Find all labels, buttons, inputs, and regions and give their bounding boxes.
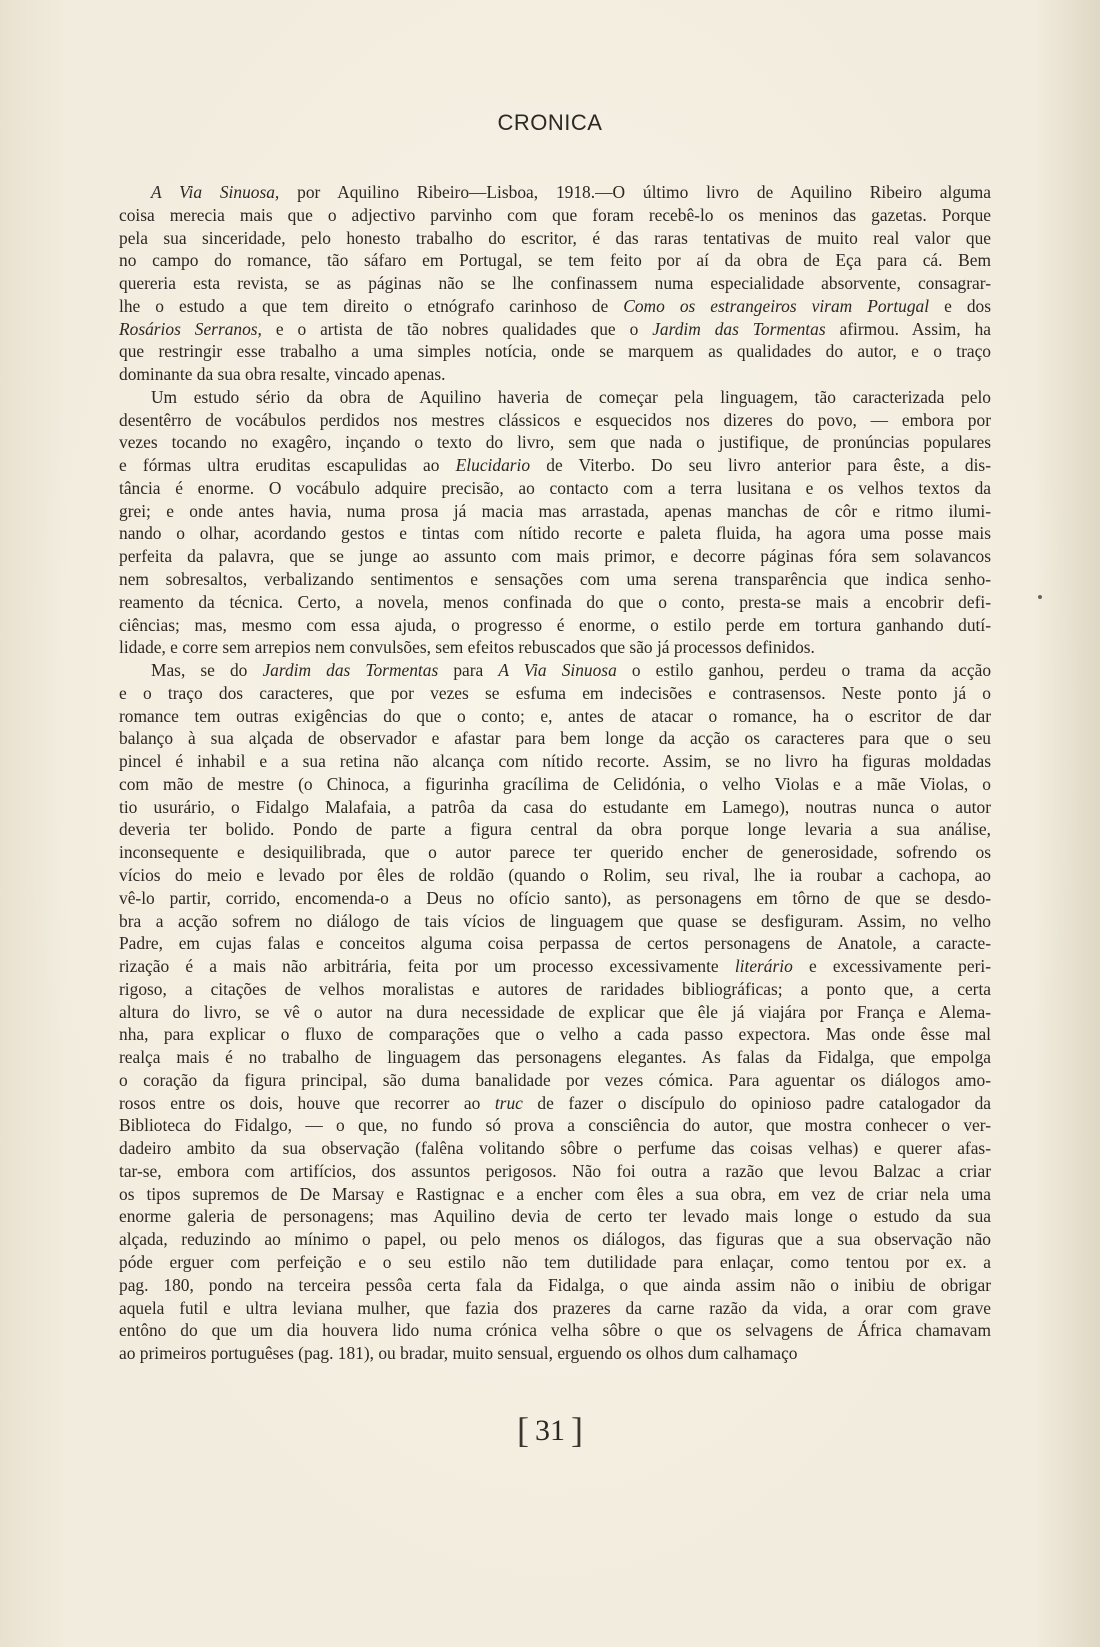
text-run: perfeita da palavra, que se junge ao assunto com mais primor, e decorre páginas fóra sem solavancos — [119, 546, 991, 567]
paper-speck — [1038, 595, 1042, 599]
italic-title: A Via Sinuosa — [498, 660, 617, 681]
text-run: vícios do meio e levado por êles de roldão (quando o Rolim, seu rival, lhe ia roubar a cachopa, ao — [119, 864, 991, 885]
text-line — [119, 636, 991, 659]
paragraph — [119, 386, 991, 659]
text-run: de Viterbo. Do seu livro anterior para êste, a dis- — [530, 455, 991, 476]
text-run: os tipos supremos de De Marsay e Rastignac e a encher com êles a sua obra, em vez de criar nela uma — [119, 1183, 991, 1204]
text-run: para — [438, 660, 499, 681]
text-run: ciências; mas, mesmo com essa ajuda, o progresso é enorme, o estilo perde em tortura ganhando dutí- — [119, 614, 991, 635]
text-run: o coração da figura principal, são duma banalidade por vezes cómica. Para aguentar os diálogos amo- — [119, 1069, 991, 1090]
text-run: grei; e onde antes havia, numa prosa já macia mas arrastada, apenas manchas de côr e ritmo ilumi- — [119, 500, 991, 521]
text-line — [119, 1069, 991, 1092]
text-line — [119, 1160, 991, 1183]
text-run: o estilo ganhou, perdeu o trama da acção — [616, 660, 992, 681]
text-run: pincel é inhabil e a sua retina não alcança com nítido recorte. Assim, se no livro ha figuras moldadas — [119, 751, 991, 772]
italic-title: literário — [734, 956, 793, 977]
text-run: enorme galeria de personagens; mas Aquilino devia de certo ter levado mais longe o estudo da sua — [119, 1206, 991, 1227]
text-run: e o artista de tão nobres qualidades que o — [261, 318, 653, 339]
text-run: no campo do romance, tão sáfaro em Portugal, se tem feito por aí da obra de Eça para cá. Bem — [119, 250, 991, 271]
text-run: e excessivamente peri- — [792, 956, 992, 977]
text-line — [119, 204, 991, 227]
text-run: e dos — [929, 295, 992, 316]
text-line — [119, 1183, 991, 1206]
text-line — [119, 614, 991, 637]
text-run: vezes tocando no exagêro, inçando o texto do livro, sem que nada o justifique, de pronúncias populares — [119, 432, 991, 453]
page-number-footer — [0, 1409, 1100, 1451]
text-run: desentêrro de vocábulos perdidos nos mestres clássicos e esquecidos nos dizeres do povo, — embora por — [119, 409, 991, 430]
text-run: Biblioteca do Fidalgo, — o que, no fundo só prova a consciência do autor, que mostra conhecer o ver- — [119, 1115, 991, 1136]
text-run: bra a acção sofrem no diálogo de tais vícios de linguagem que quase se desfiguram. Assim, no velho — [119, 910, 991, 931]
text-run: tio usurário, o Fidalgo Malafaia, a patrôa da casa do estudante em Lamego), noutras nunca o autor — [119, 796, 991, 817]
text-line — [119, 568, 991, 591]
text-line — [119, 545, 991, 568]
text-line — [119, 910, 991, 933]
text-line — [119, 454, 991, 477]
text-run: lhe o estudo a que tem direito o etnógrafo carinhoso de — [119, 295, 624, 316]
text-line — [119, 295, 991, 318]
text-line — [119, 340, 991, 363]
text-run: lidade, e corre sem arrepios nem convulsões, sem efeitos rebuscados que são já processos definidos. — [119, 637, 815, 658]
text-line — [119, 591, 991, 614]
text-line — [119, 773, 991, 796]
text-line — [119, 932, 991, 955]
text-line — [119, 796, 991, 819]
text-line — [119, 272, 991, 295]
text-line — [119, 1023, 991, 1046]
text-line — [119, 409, 991, 432]
text-line — [119, 818, 991, 841]
text-line — [119, 978, 991, 1001]
italic-title: Rosários Serranos, — [119, 318, 262, 339]
text-run: por Aquilino Ribeiro—Lisboa, 1918.—O último livro de Aquilino Ribeiro alguma — [279, 182, 991, 202]
text-run: deveria ter bolido. Pondo de parte a figura central da obra porque longe levaria a sua análise, — [119, 819, 991, 840]
text-line — [119, 1205, 991, 1228]
text-run: dadeiro ambito da sua observação (falêna volitando sôbre o perfume das coisas velhas) e querer afas- — [119, 1138, 991, 1159]
text-run: dominante da sua obra resalte, vincado apenas. — [119, 364, 446, 385]
text-line — [119, 1114, 991, 1137]
text-run: nha, para explicar o fluxo de comparações que o velho a cada passo expectora. Mas onde êsse mal — [119, 1024, 991, 1045]
text-run: rigoso, a citações de velhos moralistas e autores de raridades bibliográficas; a ponto que, a certa — [119, 978, 991, 999]
text-run: pela sua sinceridade, pelo honesto trabalho do escritor, é das raras tentativas de muito real valor que — [119, 227, 991, 248]
text-line — [119, 750, 991, 773]
bracket-close: ] — [571, 1410, 583, 1450]
text-run: Padre, em cujas falas e conceitos alguma coisa perpassa de certos personagens de Anatole, a caracte- — [119, 933, 991, 954]
text-run: Um estudo sério da obra de Aquilino haveria de começar pela linguagem, tão caracterizada pelo — [151, 386, 991, 407]
italic-title: Jardim das Tormentas — [262, 660, 439, 681]
text-line — [119, 1342, 991, 1365]
text-line — [119, 318, 991, 341]
text-run: com mão de mestre (o Chinoca, a figurinha gracílima de Celidónia, o velho Violas e a mãe Violas, o — [119, 773, 991, 794]
text-line — [119, 1274, 991, 1297]
italic-title: Elucidario — [455, 455, 531, 476]
text-run: afirmou. Assim, ha — [825, 318, 992, 339]
text-line — [119, 227, 991, 250]
text-line — [119, 249, 991, 272]
text-run: nando o olhar, acordando gestos e tintas com nítido recorte e paleta fluida, ha agora uma posse mais — [119, 523, 991, 544]
text-run: balanço à sua alçada de observador e afastar para bem longe da acção os caracteres para que o seu — [119, 728, 991, 749]
paragraph — [119, 181, 991, 386]
text-run: nem sobresaltos, verbalizando sentimentos e sensações com uma serena transparência que indica senho- — [119, 569, 991, 590]
text-line — [119, 955, 991, 978]
text-line — [119, 1228, 991, 1251]
text-line — [119, 363, 991, 386]
text-line — [119, 477, 991, 500]
bracket-open: [ — [517, 1410, 529, 1450]
text-line — [119, 431, 991, 454]
text-run: rização é a mais não arbitrária, feita por um processo excessivamente — [119, 956, 735, 977]
text-line — [119, 659, 991, 682]
text-run: Mas, se do — [151, 660, 263, 681]
text-run: reamento da técnica. Certo, a novela, menos confinada do que o conto, presta-se mais a encobrir defi- — [119, 591, 991, 612]
text-run: realça mais é no trabalho de linguagem das personagens elegantes. As falas da Fidalga, que empolga — [119, 1047, 991, 1068]
text-run: quereria esta revista, se as páginas não se lhe confinassem numa especialidade absorvente, consagrar- — [119, 273, 991, 294]
text-run: póde erguer com perfeição e o seu estilo não tem dutilidade para enlaçar, como tentou por ex. a — [119, 1251, 991, 1272]
text-run: e o traço dos caracteres, que por vezes se esfuma em indecisões e contrasensos. Neste ponto já o — [119, 682, 991, 703]
text-line — [119, 727, 991, 750]
text-line — [119, 682, 991, 705]
text-line — [119, 1297, 991, 1320]
text-run: pag. 180, pondo na terceira pessôa certa fala da Fidalga, o que ainda assim não o inibiu de obrigar — [119, 1274, 991, 1295]
text-run: aquela futil e ultra leviana mulher, que fazia dos prazeres da carne razão da vida, a orar com grave — [119, 1297, 991, 1318]
text-run: de fazer o discípulo do opinioso padre catalogador da — [522, 1092, 991, 1113]
text-line — [119, 1001, 991, 1024]
text-run: vê-lo partir, corrido, encomenda-o a Deus no ofício santo), as personagens em tôrno de que se desdo- — [119, 887, 991, 908]
text-line — [119, 887, 991, 910]
text-run: e fórmas ultra eruditas escapulidas ao — [119, 455, 456, 476]
text-line — [119, 841, 991, 864]
italic-title: A Via Sinuosa, — [151, 182, 280, 202]
text-line — [119, 1092, 991, 1115]
text-run: coisa merecia mais que o adjectivo parvinho com que foram recebê-lo os meninos das gazetas. Porque — [119, 204, 991, 225]
text-line — [119, 386, 991, 409]
italic-title: Jardim das Tormentas — [652, 318, 826, 339]
text-line — [119, 522, 991, 545]
page-number: 31 — [535, 1414, 565, 1447]
text-line — [119, 1319, 991, 1342]
text-run: entôno do que um dia houvera lido numa crónica velha sôbre o que os selvagens de África chamavam — [119, 1320, 991, 1341]
text-line — [119, 1251, 991, 1274]
text-run: rosos entre os dois, houve que recorrer ao — [119, 1092, 495, 1113]
italic-title: Como os estrangeiros viram Portugal — [623, 295, 930, 316]
paragraph — [119, 659, 991, 1365]
page-title: CRONICA — [497, 110, 603, 135]
text-run: tar-se, embora com artifícios, dos assuntos perigosos. Não foi outra a razão que levou Balzac a criar — [119, 1160, 991, 1181]
text-line — [119, 500, 991, 523]
text-run: altura do livro, se vê o autor na dura necessidade de explicar que êle já viajára por França e Alema- — [119, 1001, 991, 1022]
text-run: romance tem outras exigências do que o conto; e, antes de atacar o romance, ha o escritor de dar — [119, 705, 991, 726]
italic-title: truc — [494, 1092, 523, 1113]
text-run: tância é enorme. O vocábulo adquire precisão, ao contacto com a terra lusitana e os velhos textos da — [119, 477, 991, 498]
text-run: alçada, reduzindo ao mínimo o papel, ou pelo menos os diálogos, das figuras que a sua observação não — [119, 1229, 991, 1250]
text-line — [119, 864, 991, 887]
article-body — [119, 181, 991, 1365]
text-line — [119, 181, 991, 204]
text-line — [119, 705, 991, 728]
text-run: inconsequente e desiquilibrada, que o autor parece ter querido encher de generosidade, sofrendo os — [119, 842, 991, 863]
text-run: que restringir esse trabalho a uma simples notícia, onde se marquem as qualidades do autor, e o traço — [119, 341, 991, 362]
text-line — [119, 1137, 991, 1160]
text-line — [119, 1046, 991, 1069]
text-run: ao primeiros portuguêses (pag. 181), ou bradar, muito sensual, erguendo os olhos dum calhamaço — [119, 1343, 798, 1364]
